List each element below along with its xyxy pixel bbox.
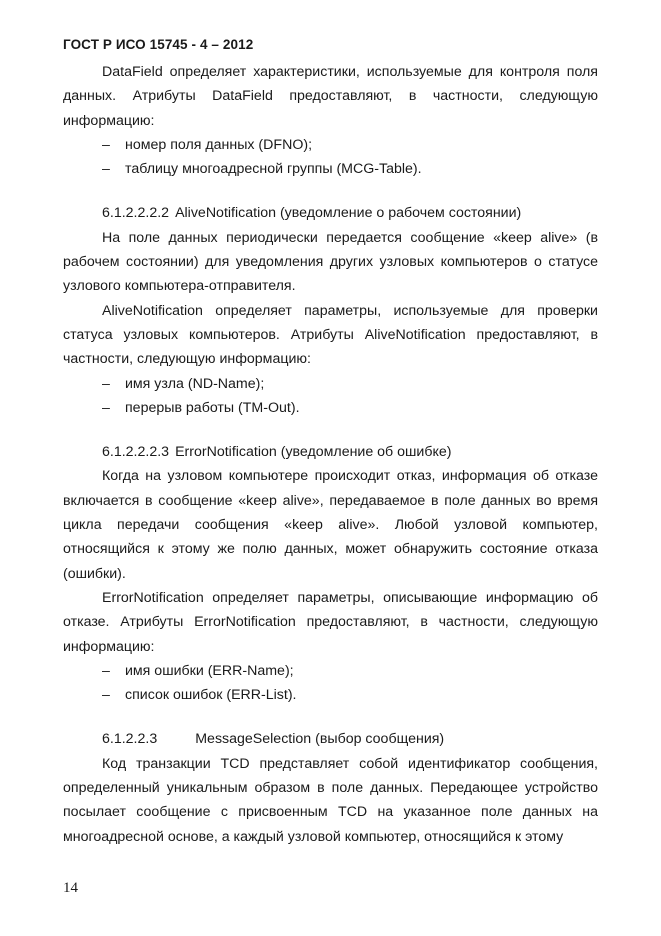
list-item-text: перерыв работы (TM-Out). [125, 399, 300, 416]
list-item [63, 372, 598, 396]
list-item-text: имя ошибки (ERR-Name); [125, 662, 294, 679]
paragraph-error-notification: ErrorNotification определяет параметры, описывающие информацию об отказе. Атрибуты ErrorNotification предоставляют, в частности, следующую информацию: [63, 589, 598, 655]
document-body [63, 60, 598, 849]
paragraph-message-selection: Код транзакции TCD представляет собой идентификатор сообщения, определенный уникальным образом в поле данных. Передающее устройство посылает сообщение с присвоенным TCD на указанное поле данных на многоадресной основе, а каждый узловой компьютер, относящийся к этому [63, 755, 598, 845]
list-dash: – [102, 136, 110, 153]
paragraph-alive-notification: AliveNotification определяет параметры, используемые для проверки статуса узловых компьютеров. Атрибуты AliveNotification предоставляют, в частности, следующую информацию: [63, 302, 598, 368]
section-heading-error-notification [63, 440, 598, 464]
list-dash: – [102, 375, 110, 392]
section-title: MessageSelection (выбор сообщения) [195, 731, 445, 748]
section-title: AliveNotification (уведомление о рабочем состоянии) [175, 205, 522, 222]
list-item-text: номер поля данных (DFNO); [125, 136, 313, 153]
section-heading-alive-notification [63, 201, 598, 225]
section-number: 6.1.2.2.3 [102, 731, 158, 748]
list-dash: – [102, 687, 110, 704]
list-item [63, 396, 598, 420]
section-title: ErrorNotification (уведомление об ошибке) [175, 444, 452, 461]
document-header: ГОСТ Р ИСО 15745 - 4 – 2012 [63, 37, 254, 52]
list-item [63, 157, 598, 181]
list-item-text: таблицу многоадресной группы (MCG-Table). [125, 161, 422, 178]
paragraph-datafield: DataField определяет характеристики, используемые для контроля поля данных. Атрибуты DataField предоставляют, в частности, следующую информацию: [63, 64, 598, 129]
section-number: 6.1.2.2.2.2 [102, 205, 170, 222]
section-number: 6.1.2.2.2.3 [102, 444, 170, 461]
page-number: 14 [63, 880, 78, 896]
list-item [63, 133, 598, 157]
paragraph-error-failure: Когда на узловом компьютере происходит отказ, информация об отказе включается в сообщение «keep alive», передаваемое в поле данных во время цикла передачи сообщения «keep alive». Любой узловой компьютер, относящийся к этому же полю данных, может обнаружить состояние отказа (ошибки). [63, 468, 598, 582]
list-item [63, 683, 598, 707]
section-heading-message-selection [63, 727, 598, 751]
list-dash: – [102, 161, 110, 178]
paragraph-keep-alive: На поле данных периодически передается сообщение «keep alive» (в рабочем состоянии) для уведомления других узловых компьютеров о статусе узлового компьютера-отправителя. [63, 229, 598, 295]
list-item-text: имя узла (ND-Name); [125, 375, 265, 392]
list-dash: – [102, 662, 110, 679]
list-item-text: список ошибок (ERR-List). [125, 687, 297, 704]
list-item [63, 659, 598, 683]
list-dash: – [102, 399, 110, 416]
